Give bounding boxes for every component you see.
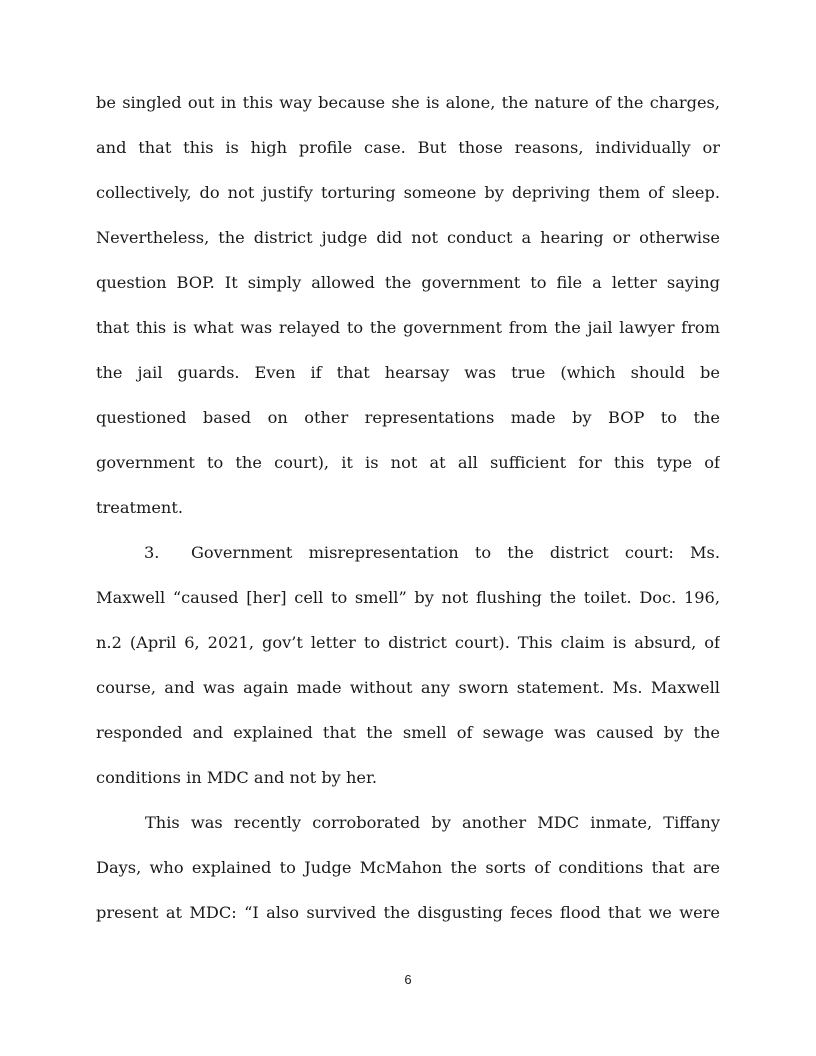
text-line: n.2 (April 6, 2021, gov’t letter to district court). This claim is absurd, of <box>96 633 720 652</box>
text-line: Maxwell “caused [her] cell to smell” by not flushing the toilet. Doc. 196, <box>96 588 720 607</box>
text-line: question BOP. It simply allowed the government to file a letter saying <box>96 273 720 292</box>
text-line: present at MDC: “I also survived the disgusting feces flood that we were <box>96 903 720 922</box>
text-line: collectively, do not justify torturing someone by depriving them of sleep. <box>96 183 720 202</box>
text-line: be singled out in this way because she is alone, the nature of the charges, <box>96 93 720 112</box>
document-body <box>96 80 720 935</box>
text-line: course, and was again made without any sworn statement. Ms. Maxwell <box>96 678 720 697</box>
text-line: treatment. <box>96 498 183 517</box>
numbered-paragraph-line <box>96 530 720 575</box>
paragraph-number: 3. <box>144 543 160 562</box>
page-number: 6 <box>404 972 412 987</box>
text-line: that this is what was relayed to the government from the jail lawyer from <box>96 318 720 337</box>
text-line: This was recently corroborated by another MDC inmate, Tiffany <box>145 813 720 832</box>
text-line: Nevertheless, the district judge did not conduct a hearing or otherwise <box>96 228 720 247</box>
text-line: and that this is high profile case. But those reasons, individually or <box>96 138 720 157</box>
text-line: government to the court), it is not at all sufficient for this type of <box>96 453 720 472</box>
text-line: responded and explained that the smell of sewage was caused by the <box>96 723 720 742</box>
text-line: Government misrepresentation to the district court: Ms. <box>191 543 720 562</box>
text-line: the jail guards. Even if that hearsay was true (which should be <box>96 363 720 382</box>
text-line: Days, who explained to Judge McMahon the sorts of conditions that are <box>96 858 720 877</box>
text-line: conditions in MDC and not by her. <box>96 768 378 787</box>
text-line: questioned based on other representations made by BOP to the <box>96 408 720 427</box>
